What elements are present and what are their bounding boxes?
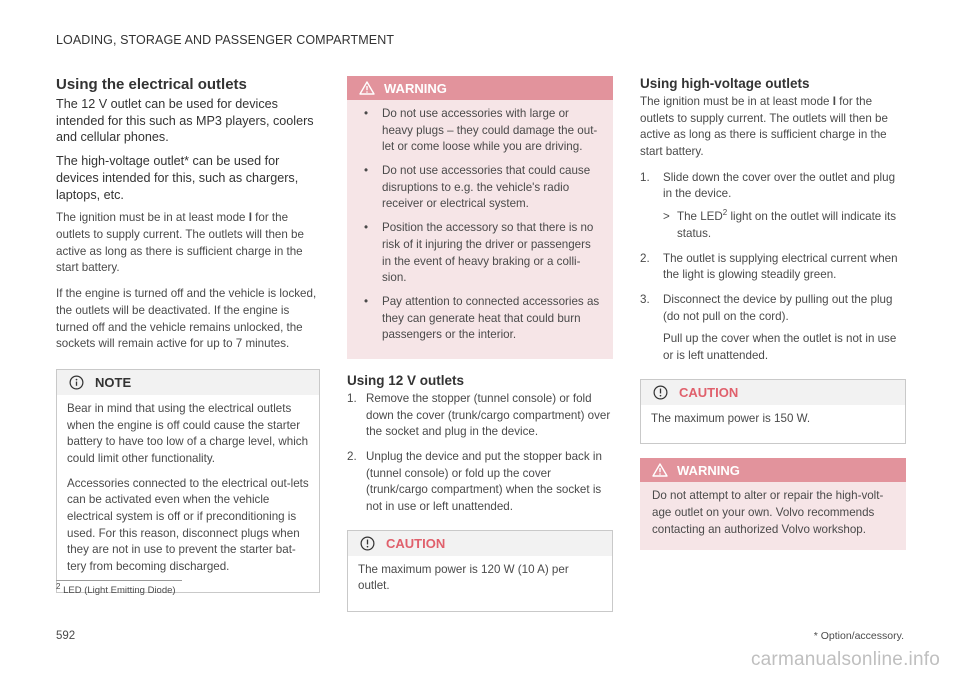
- ignition-paragraph: The ignition must be in at least mode I for the outlets to supply current. The outlets will then be active as long as there is sufficient charge in the start battery.: [56, 211, 304, 275]
- note-paragraph: Bear in mind that using the electrical outlets when the engine is off could cause the starter battery to have too low of a charge level, which could limit other functionality.: [67, 401, 309, 465]
- warning-triangle-icon: [359, 81, 375, 95]
- note-body: [57, 395, 319, 592]
- warning-box: [640, 458, 906, 550]
- lead-paragraph: The high-voltage outlet* can be used for devices intended for this, such as chargers, laptops, etc.: [56, 154, 299, 202]
- warning-triangle-icon: [652, 463, 668, 477]
- info-circle-icon: [69, 375, 84, 390]
- exclamation-circle-icon: [360, 536, 375, 551]
- exclamation-circle-icon: [653, 385, 668, 400]
- warning-header: [347, 76, 613, 100]
- footnote: $^2$ LED (Light Emitting Diode): [56, 581, 176, 596]
- steps-list: [347, 391, 613, 516]
- watermark: carmanualsonline.info: [750, 649, 940, 670]
- warning-item: • Position the accessory so that there is no risk of it injuring the driver or passengers in the event of heavy braking or a colli-sion.: [359, 220, 601, 287]
- step-item: 3. Disconnect the device by pulling out the plug (do not pull on the cord). Pull up the cover when the outlet is not in use or is left unattended.: [640, 292, 906, 365]
- note-paragraph: Accessories connected to the electrical out-lets can be activated even when the vehicle electrical system is off or if preconditioning is used. For this reason, disconnect plugs when they are not in use to prevent the starter bat-tery from becoming discharged.: [67, 476, 309, 574]
- intro-paragraph: The ignition must be in at least mode I for the outlets to supply current. The outlets will then be active as long as there is sufficient charge in the start battery.: [640, 95, 888, 159]
- warning-body: [347, 100, 613, 359]
- note-header: [57, 370, 319, 395]
- warning-body: [640, 482, 906, 550]
- note-label: NOTE: [95, 374, 132, 390]
- caution-label: CAUTION: [679, 384, 739, 400]
- column-left: [56, 76, 320, 593]
- warning-list: [359, 106, 601, 344]
- warning-text: Do not attempt to alter or repair the high-volt-age outlet on your own. Volvo recommends contacting an authorized Volvo workshop.: [652, 489, 884, 536]
- caution-body: [348, 556, 612, 611]
- steps-list: [640, 170, 906, 365]
- deactivation-paragraph: If the engine is turned off and the vehicle is locked, the outlets will be deactivated. If the engine is turned off and the vehicle remains unlocked, the sockets will remain active for up to 7 minutes.: [56, 287, 317, 351]
- step-item: 2. Unplug the device and put the stopper back in (tunnel console) or fold up the cover (trunk/cargo compartment) when the socket is not in use or left unattended.: [347, 450, 602, 514]
- caution-header: [641, 380, 905, 405]
- caution-header: [348, 531, 612, 556]
- warning-item: • Pay attention to connected accessories as they can generate heat that could burn passengers or the interior.: [359, 294, 601, 344]
- section-header: LOADING, STORAGE AND PASSENGER COMPARTMENT: [56, 33, 395, 47]
- lead-paragraph: The 12 V outlet can be used for devices intended for this such as MP3 players, coolers and cellular phones.: [56, 97, 314, 145]
- note-box: [56, 369, 320, 593]
- caution-text: The maximum power is 150 W.: [651, 411, 811, 425]
- section-title: Using high-voltage outlets: [640, 76, 810, 91]
- caution-box: [640, 379, 906, 445]
- result-arrow: >: [663, 210, 670, 224]
- caution-box: [347, 530, 613, 612]
- caution-body: [641, 405, 905, 444]
- page-number: 592: [56, 630, 76, 642]
- step-result: > The LED$^2$ light on the outlet will indicate its status.: [663, 209, 906, 242]
- step-item: 1. Slide down the cover over the outlet and plug in the device. > The LED$^2$ light on the outlet will indicate its status.: [640, 170, 906, 243]
- step-item: 1. Remove the stopper (tunnel console) or fold down the cover (trunk/cargo compartment) over the socket and plug in the device.: [347, 391, 611, 439]
- step-note: Pull up the cover when the outlet is not in use or is left unattended.: [663, 332, 897, 362]
- footnote-divider: [56, 580, 182, 581]
- step-item: 2. The outlet is supplying electrical current when the light is glowing steadily green.: [640, 251, 898, 282]
- caution-text: The maximum power is 120 W (10 A) per outlet.: [358, 562, 569, 593]
- warning-header: [640, 458, 906, 482]
- warning-box: [347, 76, 613, 359]
- section-title: Using the electrical outlets: [56, 76, 247, 93]
- column-middle: [347, 76, 613, 612]
- warning-item: • Do not use accessories that could cause disruptions to e.g. the vehicle's radio receiver or electrical system.: [359, 163, 601, 213]
- warning-item: • Do not use accessories with large or heavy plugs – they could damage the out-let or come loose while you are driving.: [359, 106, 601, 156]
- warning-label: WARNING: [384, 80, 447, 96]
- column-right: [640, 76, 906, 550]
- section-title: Using 12 V outlets: [347, 372, 465, 388]
- warning-label: WARNING: [677, 462, 740, 478]
- option-footnote: * Option/accessory.: [813, 630, 904, 642]
- caution-label: CAUTION: [386, 535, 446, 551]
